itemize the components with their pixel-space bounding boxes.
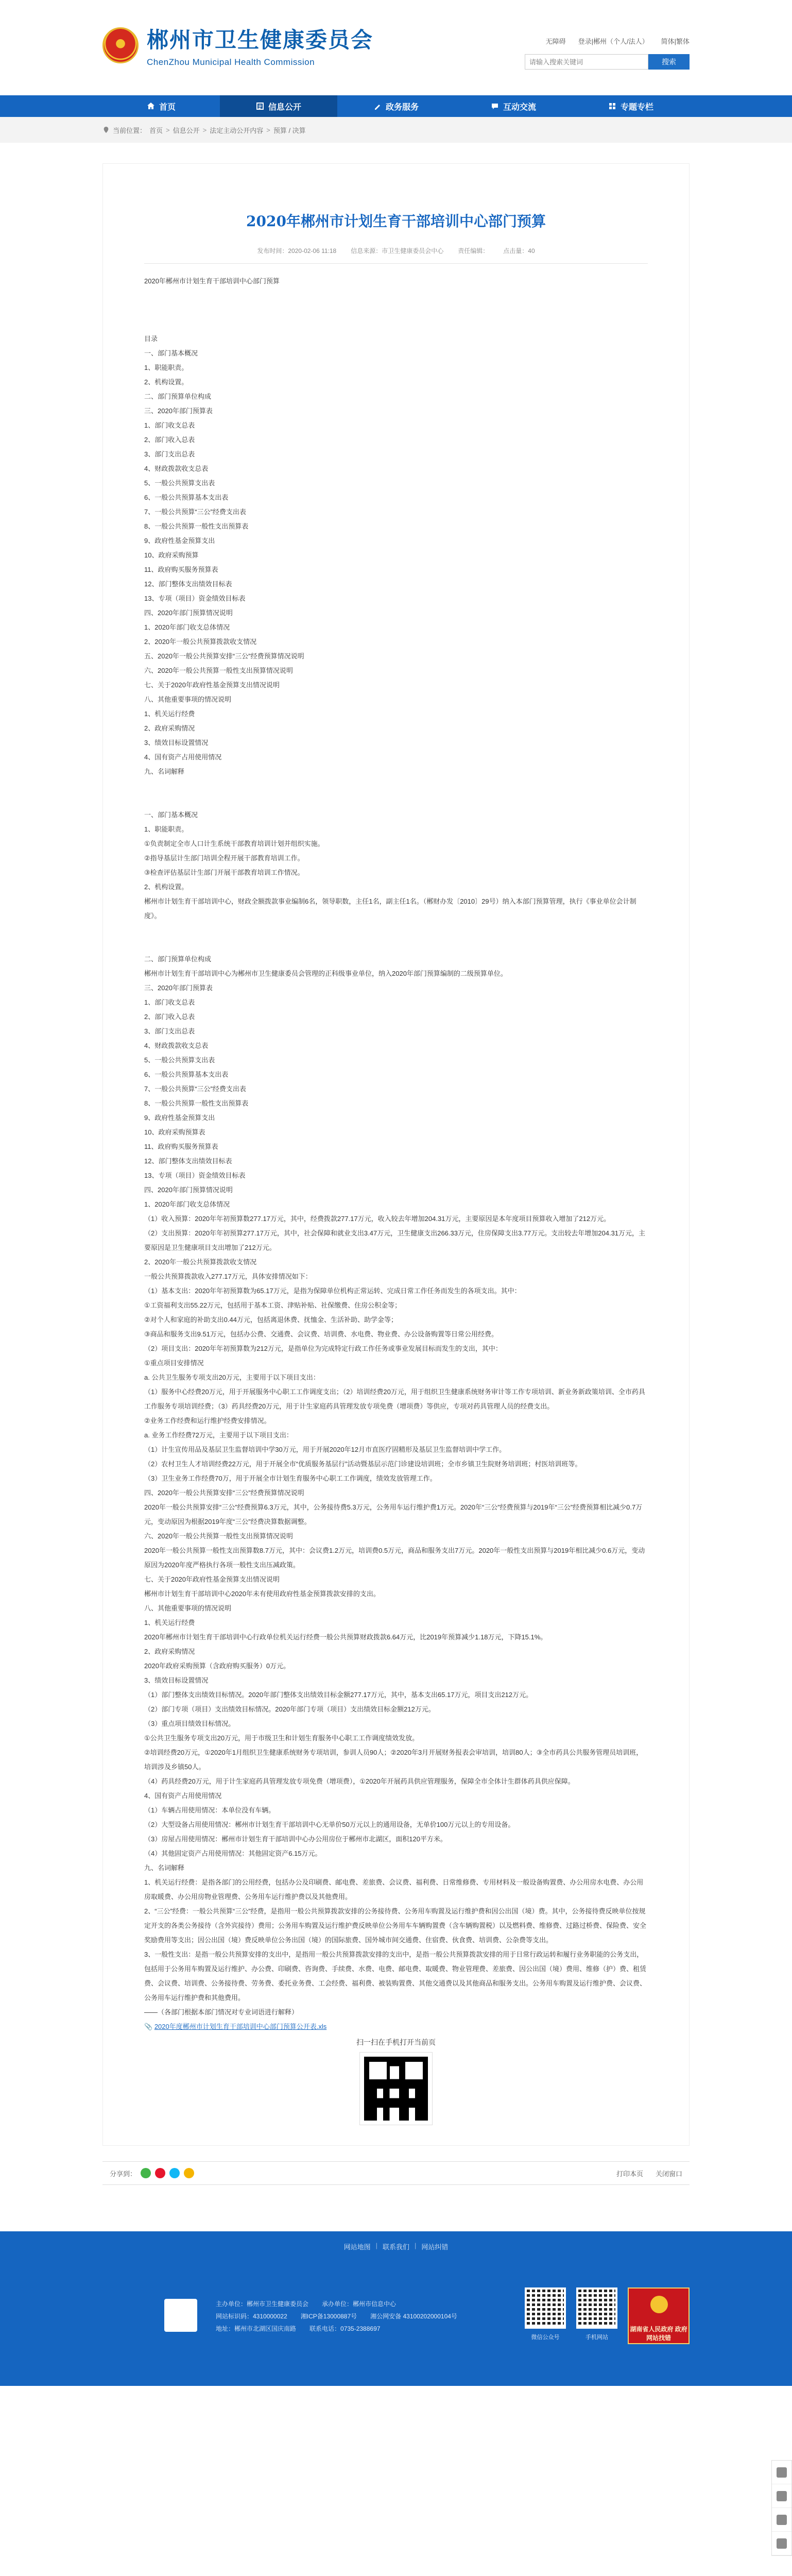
article-paragraph: 13、专项（项目）资金绩效目标表 xyxy=(144,1172,246,1179)
article-paragraph: ①公共卫生服务专项支出20万元，用于市级卫生和计划生育服务中心职工工作调度绩效发放。 xyxy=(144,1734,419,1742)
nav-item-interaction[interactable] xyxy=(455,95,572,117)
article-paragraph: （2）大型设备占用使用情况：郴州市计划生育干部培训中心无单价50万元以上的通用设备，无单价100万元以上的专用设备。 xyxy=(144,1821,515,1828)
breadcrumb-home[interactable]: 首页 xyxy=(149,126,163,134)
footer-link-sitemap[interactable]: 网站地图 xyxy=(343,2243,371,2251)
close-window-button[interactable]: 关闭窗口 xyxy=(655,2170,682,2178)
article-paragraph: 二、部门预算单位构成 xyxy=(144,393,212,400)
site-header xyxy=(0,0,792,95)
nav-item-info[interactable] xyxy=(220,95,337,117)
article-paragraph: 11、政府购买服务预算表 xyxy=(144,1143,218,1150)
article-paragraph xyxy=(144,779,648,793)
article-paragraph: 七、关于2020年政府性基金预算支出情况说明 xyxy=(144,1575,280,1583)
article-paragraph: 七、关于2020年政府性基金预算支出情况说明 xyxy=(144,681,280,689)
article-paragraph: （4）其他固定资产占用使用情况：其他固定资产6.15万元。 xyxy=(144,1850,322,1857)
wechat-qr-code xyxy=(525,2287,566,2329)
article-paragraph: 一般公共预算拨款收入277.17万元，具体安排情况如下： xyxy=(144,1273,312,1280)
article-paragraph: （2）支出预算：2020年年初预算277.17万元，其中，社会保障和就业支出3.47万元，卫生健康支出266.33万元，住房保障支出3.77万元。支出较去年增加204.31万元，主要原因是卫生健康项目支出增加了212万元。 xyxy=(144,1229,646,1251)
home-icon xyxy=(147,102,155,110)
article-paragraph: 4、财政拨款收支总表 xyxy=(144,1042,209,1049)
article-paragraph: 2、2020年一般公共预算拨款收支情况 xyxy=(144,638,257,646)
qq-share-icon[interactable] xyxy=(169,2168,180,2178)
article-paragraph: 6、一般公共预算基本支出表 xyxy=(144,494,229,501)
footer-host: 主办单位：郴州市卫生健康委员会 xyxy=(216,2300,309,2308)
article-paragraph: 2020年一般公共预算安排“三公”经费预算6.3万元，其中，公务接待费5.3万元，公务用车运行维护费1万元。2020年“三公”经费预算与2019年“三公”经费预算相比减少0.7万元，变动原因为根据2019年度“三公”经费决算数据调整。 xyxy=(144,1503,643,1526)
article-paragraph xyxy=(144,317,648,332)
article-paragraph: a. 业务工作经费72万元，主要用于以下项目支出： xyxy=(144,1431,293,1439)
article-paragraph: ①负责制定全市人口计生系统干部教育培训计划并组织实施。 xyxy=(144,840,324,848)
article-paragraph: ①重点项目安排情况 xyxy=(144,1359,204,1367)
login-link[interactable]: 登录|郴州（个人/法人） xyxy=(578,38,649,45)
article-paragraph: （1）收入预算：2020年年初预算数277.17万元，其中，经费拨款277.17万元，收入较去年增加204.31万元，主要原因是本年度项目预算收入增加了212万元。 xyxy=(144,1215,611,1223)
print-button[interactable]: 打印本页 xyxy=(616,2170,643,2178)
article-paragraph: 1、职能职责。 xyxy=(144,364,188,371)
footer-address: 地址：郴州市北湖区国庆南路 xyxy=(216,2325,297,2332)
breadcrumb-prefix: 当前位置： xyxy=(113,126,147,134)
article-paragraph: 9、政府性基金预算支出 xyxy=(144,1114,215,1122)
article-paragraph: 1、2020年部门收支总体情况 xyxy=(144,1200,230,1208)
article-paragraph: 六、2020年一般公共预算一般性支出预算情况说明 xyxy=(144,667,293,674)
article-paragraph: 8、一般公共预算一般性支出预算表 xyxy=(144,1099,249,1107)
article-paragraph: （2）项目支出：2020年年初预算数为212万元，是指单位为完成特定行政工作任务或事业发展目标而发生的支出，其中： xyxy=(144,1345,502,1352)
wechat-qr-label: 微信公众号 xyxy=(531,2334,560,2341)
accessibility-link[interactable]: 无障碍 xyxy=(545,38,566,45)
article-paragraph: ②培训经费20万元，①2020年1月组织卫生健康系统财务专项培训，参训人员90人；②2020年3月开展财务报表会审培训，培训80人；③全市药具公共服务管理员培训班，培训涉及乡镇50人。 xyxy=(144,1749,643,1771)
chat-icon xyxy=(491,102,499,110)
search-box xyxy=(525,54,690,70)
article-paragraph: 2020年一般公共预算一般性支出预算数8.7万元，其中：会议费1.2万元，培训费0.5万元，商品和服务支出7万元。2020年一般性支出预算与2019年相比减少0.6万元，变动原因为2020年度严格执行各项一般性支出压减政策。 xyxy=(144,1547,645,1569)
wechat-icon xyxy=(777,2467,787,2478)
site-footer xyxy=(0,2231,792,2386)
arrow-up-icon xyxy=(777,2538,787,2549)
site-name: 郴州市卫生健康委员会 xyxy=(147,27,374,53)
floating-toolbar xyxy=(771,2460,792,2556)
article-paragraph xyxy=(144,303,648,317)
article-paragraph: 4、财政拨款收支总表 xyxy=(144,465,209,472)
national-emblem-icon xyxy=(102,27,139,63)
article-paragraph: 1、机关运行经费 xyxy=(144,710,195,718)
article-paragraph: 1、机关运行经费 xyxy=(144,1619,195,1626)
article-paragraph: 2、机构设置。 xyxy=(144,883,188,891)
article-paragraph: 1、部门收支总表 xyxy=(144,998,195,1006)
article-paragraph: 2、部门收入总表 xyxy=(144,1013,195,1021)
article-paragraph: 三、2020年部门预算表 xyxy=(144,984,213,992)
float-wechat-button[interactable] xyxy=(772,2461,791,2484)
back-to-top-button[interactable] xyxy=(772,2532,791,2555)
article-paragraph: 13、专项（项目）资金绩效目标表 xyxy=(144,595,246,602)
gov-error-badge[interactable] xyxy=(628,2287,690,2344)
footer-link-contact[interactable]: 联系我们 xyxy=(382,2243,409,2251)
article-paragraph: 1、2020年部门收支总体情况 xyxy=(144,623,230,631)
nav-label: 专题专栏 xyxy=(620,103,653,112)
article-paragraph xyxy=(144,793,648,808)
article-paragraph: 3、绩效目标设置情况 xyxy=(144,1676,209,1684)
article-footer xyxy=(102,2161,690,2185)
nav-label: 信息公开 xyxy=(268,103,301,112)
footer-text xyxy=(216,2298,457,2335)
article-paragraph: 八、其他重要事项的情况说明 xyxy=(144,696,232,703)
article-paragraph: ③商品和服务支出9.51万元，包括办公费、交通费、会议费、培训费、水电费、物业费、办公设备购置等日常公用经费。 xyxy=(144,1330,498,1338)
article-paragraph xyxy=(144,938,648,952)
article-paragraph: 2020年郴州市计划生育干部培训中心部门预算 xyxy=(144,277,280,285)
footer-phone: 联系电话：0735-2388697 xyxy=(309,2325,381,2332)
article-paragraph: 2、政府采购情况 xyxy=(144,724,195,732)
location-icon xyxy=(102,126,110,133)
article-paragraph: ②指导基层计生部门培训全程开展干部教育培训工作。 xyxy=(144,854,304,862)
mobile-qr-label: 手机网站 xyxy=(586,2334,608,2341)
footer-links: 网站地图 | 联系我们 | 网站纠错 xyxy=(343,2242,449,2251)
language-link[interactable]: 简体|繁体 xyxy=(661,38,690,45)
article-paragraph: 二、部门预算单位构成 xyxy=(144,955,212,963)
article-paragraph: 10、政府采购预算 xyxy=(144,551,199,559)
attachment-icon: 📎 xyxy=(144,2023,153,2030)
article-paragraph: （3）重点项目绩效目标情况。 xyxy=(144,1720,235,1727)
topic-icon xyxy=(608,102,616,110)
search-input[interactable] xyxy=(525,54,648,70)
wechat-share-icon[interactable] xyxy=(141,2168,151,2178)
article-paragraph: 11、政府购买服务预算表 xyxy=(144,566,218,573)
article-paragraph: 郴州市计划生育干部培训中心，财政全额拨款事业编制6名，领导职数，主任1名，副主任1名。（郴财办发〔2010〕29号）纳入本部门预算管理，执行《事业单位会计制度》。 xyxy=(144,897,636,920)
view-count: 点击量：40 xyxy=(503,247,535,255)
article-paragraph: 9、政府性基金预算支出 xyxy=(144,537,215,545)
article-paragraph: 四、2020年一般公共预算安排“三公”经费预算情况说明 xyxy=(144,1489,304,1497)
article-paragraph: 4、国有资产占用使用情况 xyxy=(144,753,222,761)
footer-link-error[interactable]: 网站纠错 xyxy=(421,2243,449,2251)
nav-label: 政务服务 xyxy=(385,103,419,112)
article-paragraph: （1）部门整体支出绩效目标情况。2020年部门整体支出绩效目标金额277.17万元，其中，基本支出65.17万元，项目支出212万元。 xyxy=(144,1691,533,1699)
page-qr-code xyxy=(360,2053,432,2125)
article-paragraph: 7、一般公共预算“三公”经费支出表 xyxy=(144,1085,246,1093)
qr-label: 扫一扫在手机打开当前页 xyxy=(356,2038,436,2046)
article-paragraph: 2、机构设置。 xyxy=(144,378,188,386)
mobile-qr-code xyxy=(576,2287,617,2329)
article-paragraph: 一、部门基本概况 xyxy=(144,349,198,357)
gov-badge-label: 湖南省人民政府 政府网站找错 xyxy=(630,2326,687,2342)
article-paragraph: 7、一般公共预算“三公”经费支出表 xyxy=(144,508,246,516)
share-bar xyxy=(110,2168,194,2178)
article-paragraph: 四、2020年部门预算情况说明 xyxy=(144,609,233,617)
article-paragraph: （3）房屋占用使用情况：郴州市计划生育干部培训中心办公用房位于郴州市北湖区，面积120平方米。 xyxy=(144,1835,447,1843)
share-label: 分享到： xyxy=(110,2170,137,2178)
nav-item-home[interactable] xyxy=(102,95,220,117)
qzone-share-icon[interactable] xyxy=(184,2168,194,2178)
nav-label: 首页 xyxy=(159,103,176,112)
weibo-share-icon[interactable] xyxy=(155,2168,165,2178)
article-paragraph: 1、部门收支总表 xyxy=(144,421,195,429)
float-weibo-button[interactable] xyxy=(772,2484,791,2508)
main-nav xyxy=(0,95,792,117)
article xyxy=(102,163,690,2146)
article-paragraph: （1）车辆占用使用情况：本单位没有车辆。 xyxy=(144,1806,276,1814)
article-paragraph: ①工资福利支出55.22万元，包括用于基本工资、津贴补贴、社保缴费、住房公积金等； xyxy=(144,1301,402,1309)
site-name-en: ChenZhou Municipal Health Commission xyxy=(147,57,315,67)
article-paragraph: 2、部门收入总表 xyxy=(144,436,195,444)
article-paragraph: 九、名词解释 xyxy=(144,768,185,775)
float-mobile-button[interactable] xyxy=(772,2508,791,2532)
article-paragraph: ③检查评估基层计生部门开展干部教育培训工作情况。 xyxy=(144,869,304,876)
search-button[interactable]: 搜索 xyxy=(648,54,690,70)
publish-date: 发布时间：2020-02-06 11:18 xyxy=(257,247,337,255)
attachment-link[interactable]: 2020年度郴州市计划生育干部培训中心部门预算公开表.xls xyxy=(154,2023,327,2030)
emblem-icon xyxy=(650,2296,668,2313)
article-paragraph: 8、一般公共预算一般性支出预算表 xyxy=(144,522,249,530)
article-paragraph: 12、部门整体支出绩效目标表 xyxy=(144,1157,232,1165)
site-logo[interactable] xyxy=(102,23,373,67)
info-source: 信息来源：市卫生健康委员会中心 xyxy=(351,247,444,255)
footer-site-id: 网站标识码：4310000022 xyxy=(216,2313,287,2320)
footer-operator: 承办单位：郴州市信息中心 xyxy=(322,2300,397,2308)
article-paragraph: 2020年郴州市计划生育干部培训中心行政单位机关运行经费一般公共预算财政拨款6.64万元，比2019年预算减少1.18万元，下降15.1%。 xyxy=(144,1633,547,1641)
article-paragraph: ②业务工作经费和运行维护经费安排情况。 xyxy=(144,1417,271,1425)
article-paragraph: 目录 xyxy=(144,335,158,343)
article-paragraph: 八、其他重要事项的情况说明 xyxy=(144,1604,232,1612)
breadcrumb-category[interactable]: 法定主动公开内容 xyxy=(210,126,264,134)
footer-icp[interactable]: 湘ICP备13000887号 xyxy=(300,2313,357,2320)
party-gov-badge-icon[interactable] xyxy=(164,2299,197,2332)
article-body xyxy=(144,274,648,2005)
page-title: 2020年郴州市计划生育干部培训中心部门预算 xyxy=(246,213,546,230)
article-paragraph: 郴州市计划生育干部培训中心2020年未有使用政府性基金预算拨款安排的支出。 xyxy=(144,1590,380,1598)
article-paragraph: 郴州市计划生育干部培训中心为郴州市卫生健康委员会管理的正科级事业单位，纳入2020年部门预算编制的二级预算单位。 xyxy=(144,970,507,977)
article-paragraph: a. 公共卫生服务专项支出20万元，主要用于以下项目支出： xyxy=(144,1374,320,1381)
article-paragraph: 3、部门支出总表 xyxy=(144,1027,195,1035)
article-paragraph: 5、一般公共预算支出表 xyxy=(144,479,215,487)
article-paragraph: （3）卫生业务工作经费70万，用于开展全市计划生育服务中心职工工作调度，绩效发放管理工作。 xyxy=(144,1475,437,1482)
breadcrumb-info[interactable]: 信息公开 xyxy=(173,126,200,134)
footer-police[interactable]: 湘公网安备 43100202000104号 xyxy=(370,2313,457,2320)
article-paragraph: 12、部门整体支出绩效目标表 xyxy=(144,580,232,588)
attachment-intro: ——（各部门根据本部门情况对专业词语进行解释） xyxy=(144,2008,299,2016)
article-paragraph: 2、政府采购情况 xyxy=(144,1648,195,1655)
breadcrumb: 当前位置： 首页 > 信息公开 > 法定主动公开内容 > 预算 / 决算 xyxy=(102,117,690,143)
article-paragraph: 6、一般公共预算基本支出表 xyxy=(144,1071,229,1078)
article-paragraph: 2、“三公”经费：一般公共预算“三公”经费，是指用一般公共预算拨款安排的公务接待费、公务用车购置及运行维护费和因公出国（境）费。其中，公务接待费反映单位按规定开支的各类公务接待（含外宾接待）费用；公务用车购置及运行维护费反映单位公务用车车辆购置费（含车辆购置税）以及燃料费、维修费、过路过桥费、保险费、安全奖励费用等支出；因公出国（境）费反映单位公务出国（境）的国际旅费、国外城市间交通费、住宿费、伙食费、培训费、公杂费等支出。 xyxy=(144,1907,647,1944)
article-paragraph xyxy=(144,923,648,938)
breadcrumb-bar xyxy=(0,117,792,143)
top-links xyxy=(546,36,690,46)
editor: 责任编辑： xyxy=(458,247,489,255)
info-icon xyxy=(256,102,264,110)
article-paragraph: 10、政府采购预算表 xyxy=(144,1128,205,1136)
breadcrumb-current[interactable]: 预算 / 决算 xyxy=(273,126,306,134)
article-paragraph: （1）计生宣传用品及基层卫生监督培训中学30万元，用于开展2020年12月市直医疗固精形及基层卫生监督培训中学工作。 xyxy=(144,1446,506,1453)
article-paragraph: ②对个人和家庭的补助支出0.44万元，包括离退休费、抚恤金、生活补助、助学金等； xyxy=(144,1316,398,1324)
article-paragraph: （2）农村卫生人才培训经费22万元，用于开展全市“优质服务基层行”活动暨基层示范门诊建设培训班；全市乡镇卫生院财务培训班；村医培训班等。 xyxy=(144,1460,582,1468)
article-paragraph: 五、2020年一般公共预算安排“三公”经费预算情况说明 xyxy=(144,652,304,660)
article-paragraph: 四、2020年部门预算情况说明 xyxy=(144,1186,233,1194)
article-paragraph: 3、部门支出总表 xyxy=(144,450,195,458)
mobile-icon xyxy=(777,2515,787,2525)
article-paragraph: 3、绩效目标设置情况 xyxy=(144,739,209,747)
article-paragraph: 九、名词解释 xyxy=(144,1864,185,1872)
article-paragraph: 4、国有资产占用使用情况 xyxy=(144,1792,222,1800)
nav-item-topic[interactable] xyxy=(572,95,690,117)
weibo-icon xyxy=(777,2491,787,2501)
article-paragraph: 三、2020年部门预算表 xyxy=(144,407,213,415)
service-icon xyxy=(373,102,382,110)
nav-item-service[interactable] xyxy=(337,95,455,117)
article-paragraph xyxy=(144,289,648,303)
article-paragraph: 2、2020年一般公共预算拨款收支情况 xyxy=(144,1258,257,1266)
nav-label: 互动交流 xyxy=(503,103,536,112)
article-paragraph: 六、2020年一般公共预算一般性支出预算情况说明 xyxy=(144,1532,293,1540)
article-paragraph: 一、部门基本概况 xyxy=(144,811,198,819)
article-meta xyxy=(144,246,648,264)
article-paragraph: （1）服务中心经费20万元，用于开展服务中心职工工作调度支出；（2）培训经费20万元，用于组织卫生健康系统财务审计等工作专项培训、新业务新政策培训、全市药具工作服务专项培训经费；（3）药具经费20万元，用于计生家庭药具管理发放专项免费（增项费）等供应，专项对药具管理人员的经费支出。 xyxy=(144,1388,645,1410)
article-paragraph: 2020年政府采购预算（含政府购买服务）0万元。 xyxy=(144,1662,290,1670)
qr-section xyxy=(144,2037,648,2125)
article-paragraph: 1、机关运行经费：是指各部门的公用经费，包括办公及印刷费、邮电费、差旅费、会议费、福利费、日常维修费、专用材料及一般设备购置费、办公用房水电费、办公用房取暖费、办公用房物业管理费、公务用车运行维护费以及其他费用。 xyxy=(144,1878,644,1901)
article-paragraph: 3、一般性支出：是指一般公共预算安排的支出中，是指用一般公共预算拨款安排的支出中，是指一般公共预算拨款安排的用于日常行政运转和履行业务职能的公务支出，包括用于公务用车购置及运行维护、办公费、印刷费、咨询费、手续费、水费、电费、邮电费、取暖费、物业管理费、差旅费、因公出国（境）费用、维修（护）费、租赁费、会议费、培训费、公务接待费、劳务费、委托业务费、工会经费、福利费、被装购置费、其他交通费以及其他商品和服务支出。公务用车购置及运行维护费、会议费、公务用车运行维护费和其他费用。 xyxy=(144,1951,647,2002)
article-paragraph: （4）药具经费20万元，用于计生家庭药具管理发放专项免费（增项费），①2020年开展药具供应管理服务，保障全市全体计生群体药具供应保障。 xyxy=(144,1777,575,1785)
article-paragraph: 5、一般公共预算支出表 xyxy=(144,1056,215,1064)
article-paragraph: （1）基本支出：2020年年初预算数为65.17万元，是指为保障单位机构正常运转、完成日常工作任务而发生的各项支出。其中： xyxy=(144,1287,521,1295)
article-paragraph: （2）部门专项（项目）支出绩效目标情况。2020年部门专项（项目）支出绩效目标金额212万元。 xyxy=(144,1705,435,1713)
article-paragraph: 1、职能职责。 xyxy=(144,825,188,833)
